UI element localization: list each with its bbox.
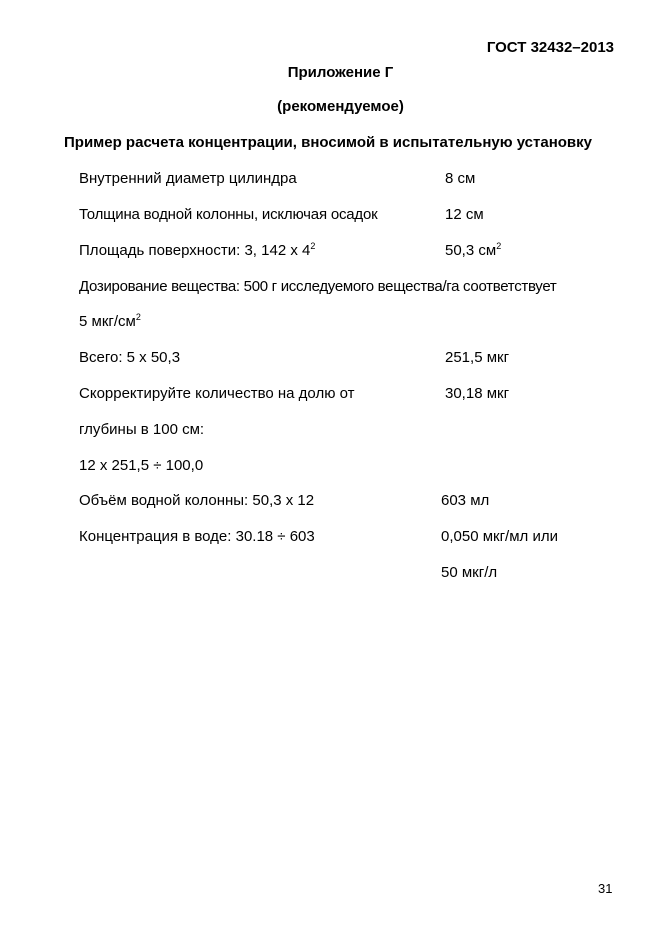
row-value: 251,5 мкг xyxy=(445,349,510,366)
row-label: Всего: 5 х 50,3 xyxy=(79,349,181,366)
row-value: 30,18 мкг xyxy=(445,385,510,402)
superscript: 2 xyxy=(496,241,502,251)
row-label: глубины в 100 см: xyxy=(79,421,205,438)
appendix-heading: Пример расчета концентрации, вносимой в испытательную установку xyxy=(64,134,592,151)
row-label-text: Площадь поверхности: 3, 142 х 4 xyxy=(79,242,311,259)
row-value: 12 см xyxy=(445,206,484,223)
row-label: Концентрация в воде: 30.18 ÷ 603 xyxy=(79,528,315,545)
row-label: Дозирование вещества: 500 г исследуемого вещества/га соответствует xyxy=(79,278,557,295)
appendix-status: (рекомендуемое) xyxy=(277,98,404,115)
appendix-title: Приложение Г xyxy=(287,64,394,81)
row-value xyxy=(445,242,501,260)
row-label: Внутренний диаметр цилиндра xyxy=(79,170,297,187)
row-value-text: 50,3 см xyxy=(445,242,497,259)
row-label xyxy=(79,242,315,260)
row-value: 0,050 мкг/мл или xyxy=(441,528,558,545)
row-label xyxy=(79,313,141,331)
row-value: 603 мл xyxy=(441,492,490,509)
standard-code: ГОСТ 32432–2013 xyxy=(486,39,614,56)
row-label: Толщина водной колонны, исключая осадок xyxy=(79,206,378,223)
row-label: Скорректируйте количество на долю от xyxy=(79,385,355,402)
superscript: 2 xyxy=(310,241,316,251)
page-number: 31 xyxy=(598,881,613,896)
superscript: 2 xyxy=(135,312,141,322)
row-label-text: 5 мкг/см xyxy=(79,313,136,330)
row-value: 50 мкг/л xyxy=(441,564,498,581)
row-label: 12 х 251,5 ÷ 100,0 xyxy=(79,457,204,474)
row-label: Объём водной колонны: 50,3 х 12 xyxy=(79,492,315,509)
row-value: 8 см xyxy=(445,170,476,187)
